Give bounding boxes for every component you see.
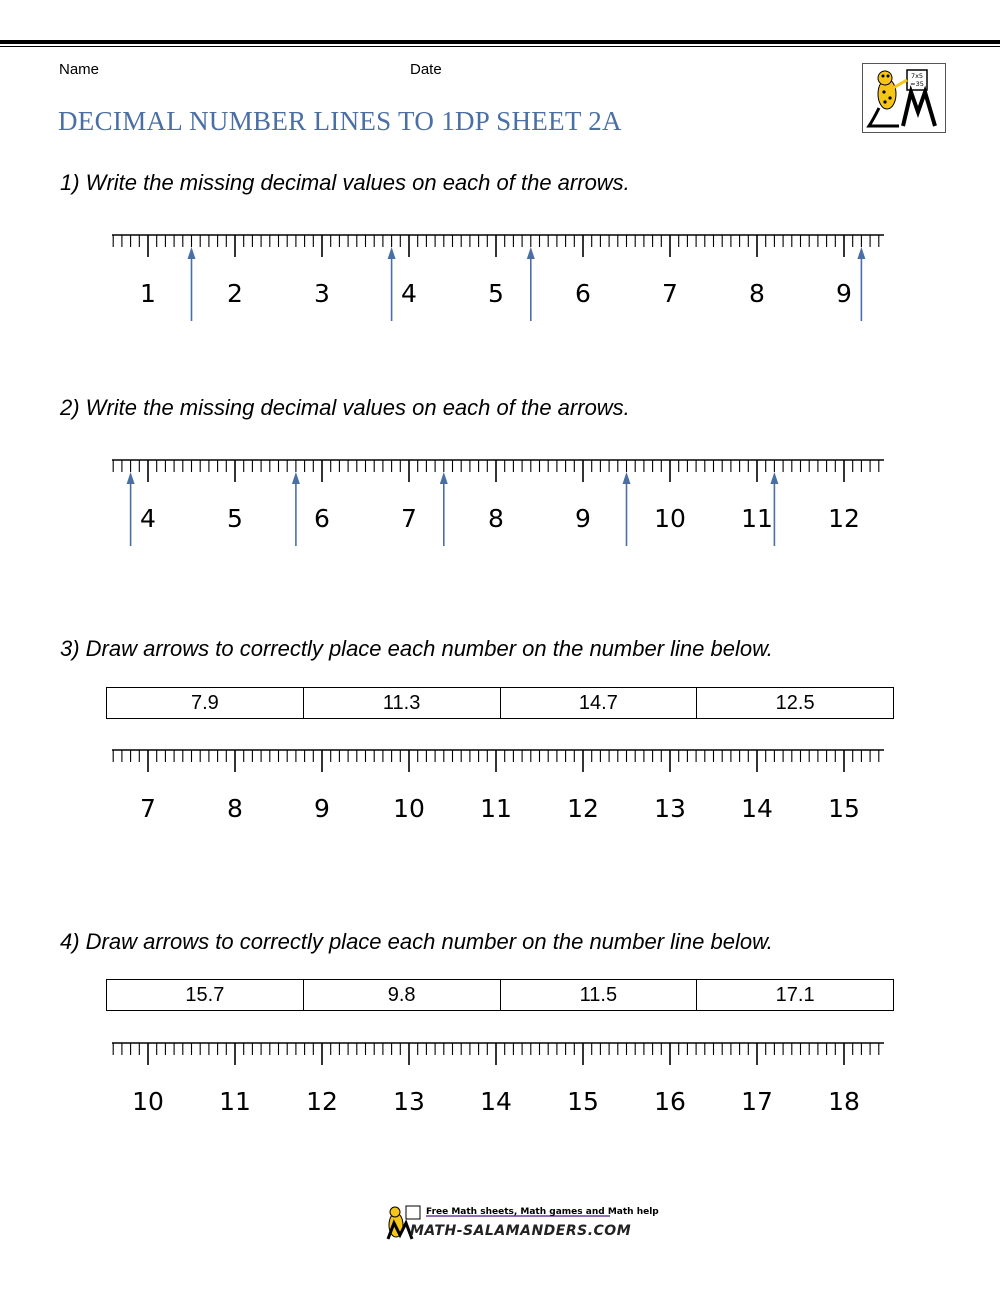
arrow-head (857, 247, 865, 259)
question-4-number-line (100, 1033, 900, 1133)
arrow-head (292, 472, 300, 484)
value-cell: 17.1 (697, 980, 894, 1011)
number-line-label: 13 (654, 794, 686, 823)
number-line-label: 3 (314, 279, 330, 308)
number-line-label: 7 (401, 504, 417, 533)
arrow-head (440, 472, 448, 484)
number-line-label: 1 (140, 279, 156, 308)
number-line-label: 14 (741, 794, 773, 823)
number-line-label: 16 (654, 1087, 686, 1116)
number-line-label: 17 (741, 1087, 773, 1116)
value-cell: 11.3 (303, 688, 500, 719)
number-line-label: 5 (488, 279, 504, 308)
question-1-prompt: 1) Write the missing decimal values on each of the arrows. (60, 170, 630, 195)
date-label: Date (410, 61, 442, 78)
arrow-head (623, 472, 631, 484)
number-line-label: 10 (393, 794, 425, 823)
number-line-label: 12 (306, 1087, 338, 1116)
number-line-label: 6 (575, 279, 591, 308)
arrow-head (388, 247, 396, 259)
value-cell: 15.7 (107, 980, 304, 1011)
question-4-prompt: 4) Draw arrows to correctly place each number on the number line below. (60, 929, 773, 954)
logo-board-text-1: 7x5 (910, 72, 924, 80)
number-line-label: 2 (227, 279, 243, 308)
number-line-label: 9 (575, 504, 591, 533)
question-3-number-line (100, 740, 900, 840)
number-line-label: 4 (140, 504, 156, 533)
question-4-values-table (106, 979, 894, 1011)
number-line-label: 11 (480, 794, 512, 823)
worksheet-title: DECIMAL NUMBER LINES TO 1DP SHEET 2A (58, 106, 622, 136)
number-line-label: 8 (488, 504, 504, 533)
arrow-head (527, 247, 535, 259)
number-line-label: 10 (132, 1087, 164, 1116)
number-line-label: 6 (314, 504, 330, 533)
number-line-label: 9 (314, 794, 330, 823)
logo (862, 63, 946, 133)
arrow-head (188, 247, 196, 259)
number-line-label: 11 (219, 1087, 251, 1116)
number-line-label: 15 (828, 794, 860, 823)
arrow-head (127, 472, 135, 484)
value-cell: 9.8 (303, 980, 500, 1011)
number-line-label: 14 (480, 1087, 512, 1116)
number-line-label: 12 (828, 504, 860, 533)
question-2-number-line (100, 450, 900, 550)
question-2-prompt: 2) Write the missing decimal values on each of the arrows. (60, 395, 630, 420)
arrow-head (770, 472, 778, 484)
number-line-label: 13 (393, 1087, 425, 1116)
number-line-label: 15 (567, 1087, 599, 1116)
footer-brand: MATH-SALAMANDERS.COM (410, 1223, 632, 1239)
question-3-prompt: 3) Draw arrows to correctly place each number on the number line below. (60, 636, 773, 661)
top-rule (0, 40, 1000, 44)
number-line-label: 7 (140, 794, 156, 823)
number-line-label: 10 (654, 504, 686, 533)
number-line-label: 12 (567, 794, 599, 823)
value-cell: 7.9 (107, 688, 304, 719)
number-line-label: 7 (662, 279, 678, 308)
question-1-number-line (100, 225, 900, 325)
number-line-label: 5 (227, 504, 243, 533)
top-rule-thin (0, 46, 1000, 47)
value-cell: 14.7 (500, 688, 697, 719)
number-line-label: 18 (828, 1087, 860, 1116)
footer-tagline: Free Math sheets, Math games and Math help (426, 1207, 659, 1217)
logo-board-text-2: =35 (910, 80, 924, 88)
name-label: Name (59, 61, 100, 78)
salamander-teacher-icon (863, 64, 945, 132)
number-line-label: 11 (741, 504, 773, 533)
question-3-values-table (106, 687, 894, 719)
value-cell: 12.5 (697, 688, 894, 719)
number-line-label: 8 (749, 279, 765, 308)
number-line-label: 8 (227, 794, 243, 823)
number-line-label: 9 (836, 279, 852, 308)
value-cell: 11.5 (500, 980, 697, 1011)
number-line-label: 4 (401, 279, 417, 308)
